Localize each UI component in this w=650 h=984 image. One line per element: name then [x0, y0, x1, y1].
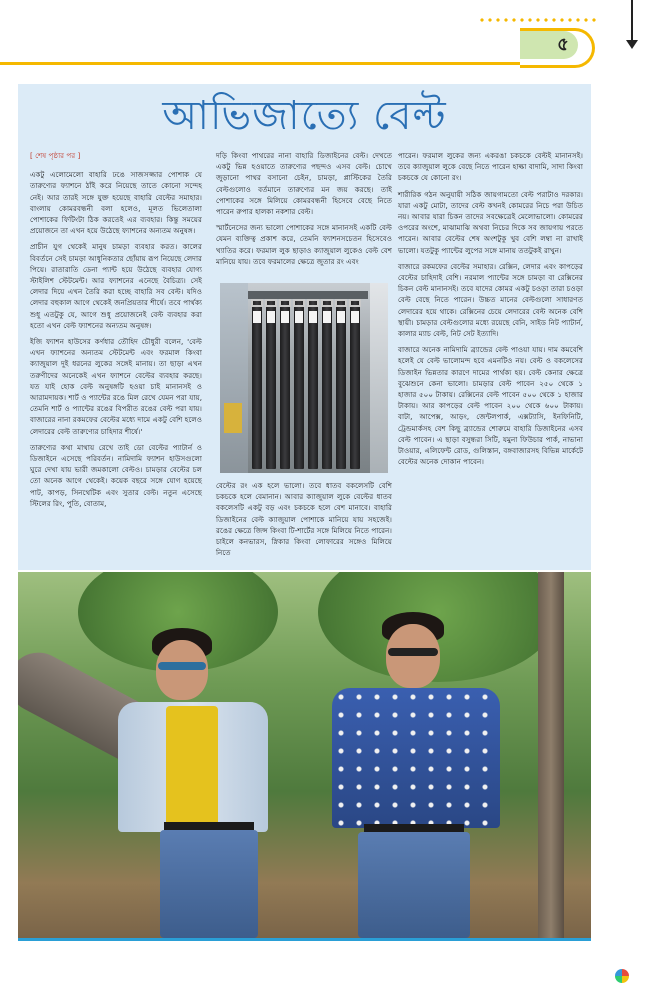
price-tag [351, 311, 359, 323]
paragraph: একটু এলোমেলো বাহারি ঢঙে সাজসজ্জার পোশাক যে তারুণ্যের ফ্যাশনে ঠাঁই করে নিয়েছে তাতে কোনো সন্দেহ নেই। আর তারই সঙ্গে যুক্ত হয়েছে বাহারি বেল্টের সমাহার। বাংলায় কোমরবন্ধনী বলা হলেও, মূলত ভিলেতালা পোশাকের ফিটিংটা ঠিক করতেই এর ব্যবহার। কিন্তু সময়ের প্রয়োজনে তা এখন হয়ে উঠেছে ফ্যাশনের অন্যতম অনুষঙ্গ। [30, 170, 202, 236]
price-tag [337, 311, 345, 323]
belt-buckle [335, 299, 347, 307]
paragraph: প্রাচীন যুগ থেকেই মানুষ চামড়া ব্যবহার করত। কালের বিবর্তনে সেই চামড়া আধুনিকতার ছোঁয়ায় রূপ নিয়েছে লেদার পিয়ে। রাতারাতি ডেনা প্যান্ট হয়ে উঠেছে ব্যবহার যোগ্য স্টাইলিশ স্টেটমেন্ট। আর ফ্যাশনের এনেছে বৈচিত্র্য। সেই লেদার দিয়ে এখন তৈরি করা হচ্ছে বাহারি সব বেল্ট। যদিও লেদার বহুকাল আগে থেকেই জনপ্রিয়তার শীর্ষে। তবে পার্থক্য শুধু এতটুকু যে, আগে শুধু প্রয়োজনেই বেল্ট ব্যবহার করা হতো এখন বেল্ট ফ্যাশনের অন্যতম অনুষঙ্গ। [30, 242, 202, 330]
models-photo [18, 572, 591, 938]
paragraph: বাজারে অনেক নামিদামি ব্র্যান্ডের বেল্ট পাওয়া যায়। দাম কমবেশি হলেই যে বেল্ট ভালোমন্দ হবে এমনটিও নয়। বেল্ট ও বকলেসের ডিজাইন ভিন্নতার কারণে দামের পার্থক্য হয়। বেল্ট কেনার ক্ষেত্রে বুঝেশুনে কেনা ভালো। চামড়ার বেল্ট পাবেন ২৫০ থেকে ১ হাজার ৫০০ টাকায়। রেক্সিনের বেল্ট পাবেন ৫০০ থেকে ১ হাজার টাকায়। আর কাপড়ের বেল্ট পাবেন ২০০ থেকে ৬০০ টাকায়। বাটা, আপেক্স, আড়ং, জেন্টলপার্ক, এক্সট্যাসি, ইনফিনিটি, ট্রেন্ডমার্কসহ বেশ কিছু ব্র্যান্ডের শোরুমে বাহারি ডিজাইনের এসব বেল্ট পাবেন। এ ছাড়া বসুন্ধরা সিটি, যমুনা ফিউচার পার্ক, নাভানা টাওয়ার, এলিফেন্ট রোড, গুলিস্তান, বঙ্গবাজারসহ বিভিন্ন মার্কেটে বেল্টের অনেক দোকান পাবেন। [398, 345, 583, 467]
sunglasses [388, 648, 438, 656]
down-arrow-head-icon [626, 40, 638, 49]
belt-image [350, 299, 360, 469]
face [156, 640, 208, 700]
sunglasses [158, 662, 206, 670]
t-shirt [166, 706, 218, 826]
right-model [318, 612, 508, 938]
belt-buckle [321, 299, 333, 307]
paragraph: ইজি ফ্যাশন হাউসের কর্ণধার তৌহিদ চৌধুরী বলেন, 'বেল্ট এখন ফ্যাশনের অন্যতম স্টেটমেন্ট এবং ফরমাল কিংবা ক্যাজুয়াল দুই ধরনের লুকের সঙ্গেই মানায়। তা ছাড়া এখন তরুণীদের অনেকেই এখন ফ্যাশনে বেল্টের ব্যবহার করছে। যত যাই হোক বেল্ট অনুষঙ্গটি হওয়া চাই মানানসই ও আরামদায়ক। শার্ট ও প্যান্টের রঙে মিল রেখে যেমন পরা যায়, তেমনি শার্ট ও প্যান্টের রঙের বিপরীত রঙের বেল্ট পরা যায়। বাজারের নানা রকমফের বেল্টের মধ্যে দামে একটু বেশি হলেও লেদারের বেল্ট তারুণ্যের চাহিদার শীর্ষে।' [30, 337, 202, 436]
paragraph: দড়ি কিংবা পাথরের নানা বাহারি ডিজাইনের বেল্ট। দেখতে একটু ভিন্ন হওয়াতে তারুণ্যের পছন্দও এসব বেল্ট। চোখে জুড়ানো পাথর বসানো চেইন, চামড়া, প্লাস্টিকের তৈরি বেল্টগুলোও বর্তমানে তারুণ্যের মন জয় করছে। তাই পোশাকের সঙ্গে মিলিয়ে কোমরবন্ধনী হিসেবে বেছে নিতে পারেন রুপার হালকা নকশার বেল্ট। [216, 151, 392, 217]
tree-trunk [538, 572, 564, 938]
price-tag [267, 311, 275, 323]
header-rule [0, 62, 520, 65]
page-number: ৫ [557, 34, 569, 55]
bottom-rule [18, 938, 591, 941]
paragraph: শারীরিক গঠন অনুযায়ী সঠিক জায়গামতো বেল্ট পরাটাও দরকার। যারা একটু মোটা, তাদের বেল্ট কখনই কোমরের নিচে পরা উচিত নয়। আবার যারা চিকন তাদের সবক্ষেত্রেই মেলোভালো। কোমরের ওপরের অংশে, মাঝামাঝি অথবা নিচের দিকে সব জায়গায় পরতে পারেন। আবার বেল্টের শেষ অংশটুকু খুব বেশি লম্বা না রাখাই ভালো। যতটুকু প্যান্টের লুপের সঙ্গে মানায় ততটুকই রাখুন। [398, 189, 583, 255]
article-title: আভিজাত্যে বেল্ট [162, 93, 447, 139]
paragraph: বাজারে রকমফের বেল্টের সমাহার। রেক্সিন, লেদার এবং কাপড়ের বেল্টের চাহিদাই বেশি। নরমাল প্যান্টের সঙ্গে চামড়া বা রেক্সিনের চিকন বেল্ট মানানসই। তবে যাদের কোমর একটু চওড়া তারা চওড়া বেল্ট বেছে নিতে পারেন। উচ্চত মানের বেল্টগুলো সাধারণত লেদারের হয়ে থাকে। রেক্সিনের চেয়ে লেদারের বেল্ট অনেক বেশি স্থায়ী। চামড়ার বেল্টগুলোর মধ্যে রয়েছে বেনি, সাইড নিট প্যাটার্ন, কালার ম্যাচ বেল্ট, নিট সেট ইত্যাদি। [398, 261, 583, 339]
belts-display-photo [220, 283, 388, 473]
belt-rack [248, 291, 368, 299]
paragraph: স্মার্টনেসের জন্য ভালো পোশাকের সঙ্গে মানানসই একটি বেল্ট যেমন ব্যক্তিত্ব প্রকাশ করে, তেমনি ফ্যাশনসচেতন হিসেবেও খ্যাতির করে। ফরমাল লুক ছাড়াও ক্যাজুয়াল লুকেও বেল্ট বেশ মানিয়ে যায়। তবে ফরমালের ক্ষেত্রে জুতার রং এবং [216, 223, 392, 266]
paragraph: পারেন। ফরমাল লুকের জন্য একরঙা চকচকে বেল্টই মানানসই। তবে ক্যাজুয়াল লুকে বেছে নিতে পারেন হাল্কা বাদামি, সাদা কিংবা চকচকে যে কোনো রং। [398, 151, 583, 183]
photo-left-stand [220, 283, 248, 473]
header-dots-decoration [478, 18, 598, 22]
belt [364, 824, 464, 832]
belt-buckle [265, 299, 277, 307]
star-print-shirt [332, 688, 500, 828]
belt-buckle [349, 299, 361, 307]
left-model [108, 622, 278, 938]
belt-image [308, 299, 318, 469]
jeans [358, 832, 470, 938]
price-tag [295, 311, 303, 323]
price-tag [281, 311, 289, 323]
belt-image [266, 299, 276, 469]
belt-image [280, 299, 290, 469]
belt-buckle [251, 299, 263, 307]
jeans [160, 830, 258, 938]
registration-mark-icon [615, 969, 629, 983]
paragraph: তারুণ্যের কথা মাথায় রেখে তাই ডো বেল্টের প্যাটার্ন ও ডিজাইনে এসেছে পরিবর্তন। নামিদামি ফ্যাশন হাউসগুলো ঘুরে দেখা যায় ভারী জমকালো বেল্টও। চামড়ার বেল্টের চল তো অনেক আগে থেকেই। কয়েক বছরে সঙ্গে যোগ হয়েছে পাট, কাপড়, সিনথেটিক এবং সুতার বেল্ট। নতুন এসেছে স্টিলের রিং, পুতি, বোতাম, [30, 442, 202, 508]
photo-right-wall [370, 283, 388, 473]
belt-buckle [279, 299, 291, 307]
belt-image [336, 299, 346, 469]
price-tag [253, 311, 261, 323]
belt-image [294, 299, 304, 469]
paragraph: বেল্টের রং এক হলে ভালো। তবে ধাতব বকলেসটি বেশি চকচকে হলে বেমানান। আবার ক্যাজুয়াল লুকে বেল্টের ধাতব বকলেসটি একটু বড় এবং চকচকে হলে বেশ মানাবে। বাহারি ডিজাইনের বেল্ট ক্যাজুয়াল পোশাকে মানিয়ে যায় সহজেই। রঙের ক্ষেত্রে জিন্স কিংবা টি-শার্টের সঙ্গে মিলিয়ে নিতে পারেন। চাইলে কনভারস, স্নিকার কিংবা লোফারের সঙ্গেও মিলিয়ে নিতে [216, 481, 392, 558]
face [386, 624, 440, 688]
price-tag [309, 311, 317, 323]
article-column-2-top [216, 150, 392, 272]
belt-buckle [293, 299, 305, 307]
down-arrow-icon [631, 0, 633, 42]
article-column-2-bottom [216, 480, 392, 563]
article-column-3 [398, 150, 583, 472]
belt-image [252, 299, 262, 469]
belt-image [322, 299, 332, 469]
belt-buckle [307, 299, 319, 307]
continued-tag: [ শেষ পৃষ্ঠার পর ] [30, 151, 81, 160]
belt [164, 822, 254, 830]
article-column-1 [30, 150, 202, 514]
price-tag [323, 311, 331, 323]
